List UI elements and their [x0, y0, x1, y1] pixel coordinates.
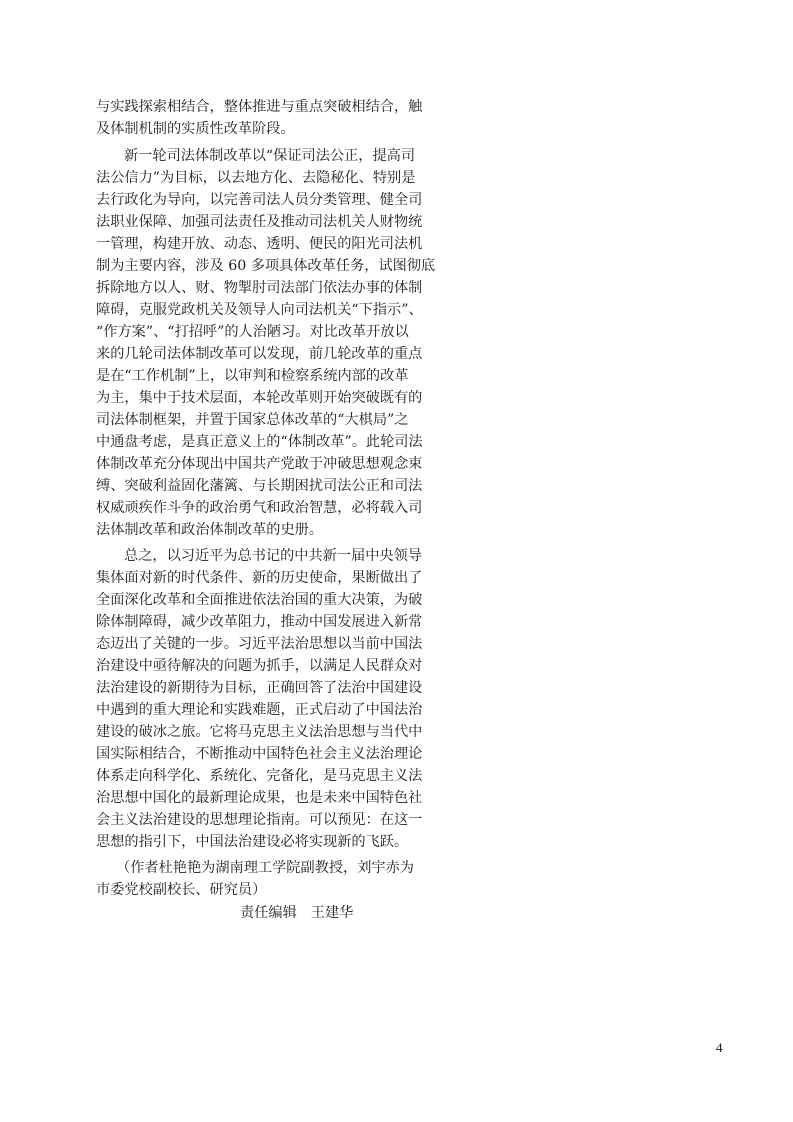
text-line: 治建设中亟待解决的问题为抓手，以满足人民群众对 — [96, 658, 423, 674]
text-line: 为主，集中于技术层面，本轮改革则开始突破既有的 — [96, 390, 423, 406]
text-line: 制为主要内容，涉及 60 多项具体改革任务，试图彻底 — [96, 258, 436, 274]
text-line: 体系走向科学化、系统化、完备化，是马克思主义法 — [96, 768, 423, 784]
text-line: 除体制障碍，减少改革阻力，推动中国发展进入新常 — [96, 614, 423, 630]
author-note-line: 市委党校副校长、研究员） — [96, 882, 267, 898]
text-line: 法公信力”为目标，以去地方化、去隐秘化、特别是 — [96, 170, 416, 186]
text-line: 与实践探索相结合，整体推进与重点突破相结合，触 — [96, 99, 423, 115]
paragraph-start-line: 总之，以习近平为总书记的中共新一届中央领导 — [124, 548, 422, 564]
text-line: 司法体制框架，并置于国家总体改革的“大棋局”之 — [96, 412, 409, 428]
text-line: 集体面对新的时代条件、新的历史使命，果断做出了 — [96, 570, 423, 586]
text-line: 治思想中国化的最新理论成果，也是未来中国特色社 — [96, 790, 423, 806]
text-line: 法体制改革和政治体制改革的史册。 — [96, 522, 324, 538]
text-line: 全面深化改革和全面推进依法治国的重大决策，为破 — [96, 592, 423, 608]
text-line: 体制改革充分体现出中国共产党敢于冲破思想观念束 — [96, 456, 423, 472]
text-line: 态迈出了关键的一步。习近平法治思想以当前中国法 — [96, 636, 423, 652]
paragraph-start-line: 新一轮司法体制改革以“保证司法公正，提高司 — [124, 148, 416, 164]
text-line: 法职业保障、加强司法责任及推动司法机关人财物统 — [96, 214, 423, 230]
text-line: 缚、突破利益固化藩篱、与长期困扰司法公正和司法 — [96, 478, 423, 494]
text-line: 中通盘考虑，是真正意义上的“体制改革”。此轮司法 — [96, 434, 423, 450]
text-line: 中遇到的重大理论和实践难题，正式启动了中国法治 — [96, 702, 423, 718]
author-note-line: （作者杜艳艳为湖南理工学院副教授，刘宇赤为 — [116, 860, 414, 876]
text-line: 法治建设的新期待为目标，正确回答了法治中国建设 — [96, 680, 423, 696]
text-line: 障碍，克服党政机关及领导人向司法机关“下指示”、 — [96, 302, 423, 318]
text-line: 拆除地方以人、财、物掣肘司法部门依法办事的体制 — [96, 280, 423, 296]
editor-label: 责任编辑 — [240, 905, 297, 921]
text-line: “作方案”、“打招呼”的人治陋习。对比改革开放以 — [96, 324, 409, 340]
page-number: 4 — [716, 1040, 723, 1055]
text-line: 国实际相结合，不断推动中国特色社会主义法治理论 — [96, 746, 423, 762]
editor-name: 王建华 — [310, 905, 354, 921]
text-line: 是在“工作机制”上，以审判和检察系统内部的改革 — [96, 368, 409, 384]
text-line: 思想的指引下，中国法治建设必将实现新的飞跃。 — [96, 834, 409, 850]
text-line: 及体制机制的实质性改革阶段。 — [96, 121, 295, 137]
text-line: 权威顽疾作斗争的政治勇气和政治智慧，必将载入司 — [96, 500, 423, 516]
text-line: 一管理，构建开放、动态、透明、便民的阳光司法机 — [96, 236, 423, 252]
text-line: 去行政化为导向，以完善司法人员分类管理、健全司 — [96, 192, 423, 208]
responsible-editor — [240, 902, 353, 924]
text-line: 会主义法治建设的思想理论指南。可以预见：在这一 — [96, 812, 423, 828]
text-line: 来的几轮司法体制改革可以发现，前几轮改革的重点 — [96, 346, 423, 362]
text-line: 建设的破冰之旅。它将马克思主义法治思想与当代中 — [96, 724, 423, 740]
